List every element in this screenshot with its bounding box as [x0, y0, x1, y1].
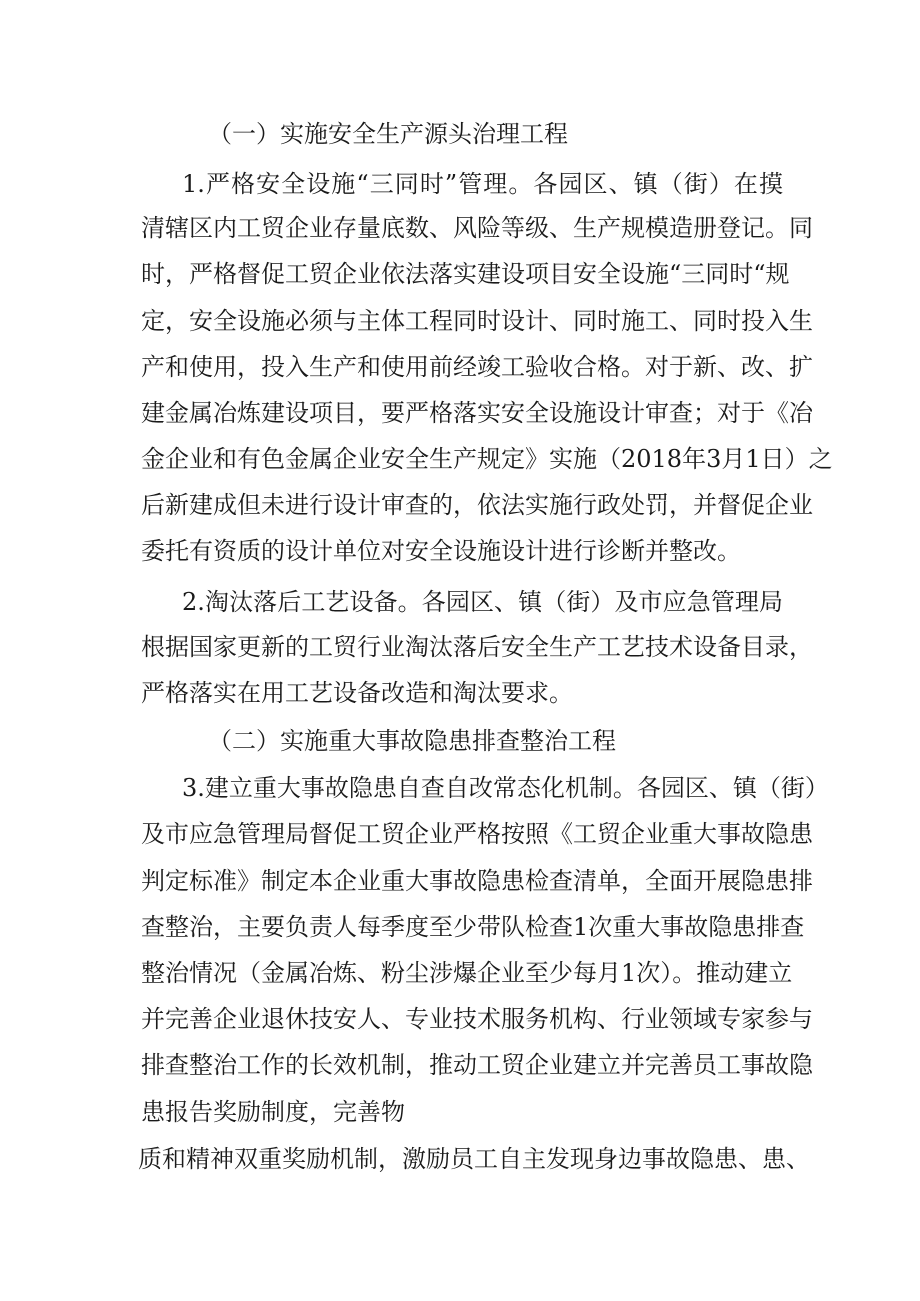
section-heading-1: （一）实施安全生产源头治理工程 [208, 120, 568, 148]
paragraph-line: 定，安全设施必须与主体工程同时设计、同时施工、同时投入生 [141, 307, 813, 335]
paragraph-line: 整治情况（金属冶炼、粉尘涉爆企业至少每月1次）。推动建立 [141, 959, 793, 987]
paragraph-line: 产和使用，投入生产和使用前经竣工验收合格。对于新、改、扩 [141, 353, 813, 381]
paragraph-line: 时，严格督促工贸企业依法落实建设项目安全设施“三同时“规 [141, 260, 790, 288]
paragraph-line: 严格落实在用工艺设备改造和淘汰要求。 [141, 679, 573, 707]
paragraph-line: 判定标准》制定本企业重大事故隐患检查清单，全面开展隐患排 [141, 867, 813, 895]
paragraph-line: 根据国家更新的工贸行业淘汰落后安全生产工艺技术设备目录， [141, 633, 813, 661]
paragraph-line: 建金属冶炼建设项目，要严格落实安全设施设计审查；对于《冶 [141, 399, 813, 427]
paragraph-line: 质和精神双重奖励机制，激励员工自主发现身边事故隐患、患、 [138, 1145, 810, 1173]
paragraph-line: 及市应急管理局督促工贸企业严格按照《工贸企业重大事故隐患 [141, 820, 813, 848]
paragraph-line: 患报告奖励制度，完善物 [141, 1098, 405, 1126]
paragraph-line: 并完善企业退休技安人、专业技术服务机构、行业领域专家参与 [141, 1005, 813, 1033]
paragraph-line: 清辖区内工贸企业存量底数、风险等级、生产规模造册登记。同 [141, 214, 813, 242]
paragraph-line: 委托有资质的设计单位对安全设施设计进行诊断并整改。 [141, 537, 741, 565]
paragraph-line: 3.建立重大事故隐患自查自改常态化机制。各园区、镇（街） [182, 774, 829, 802]
paragraph-line: 1.严格安全设施“三同时”管理。各园区、镇（街）在摸 [182, 170, 783, 198]
paragraph-line: 金企业和有色金属企业安全生产规定》实施（2018年3月1日）之 [141, 445, 833, 473]
paragraph-line: 后新建成但未进行设计审查的，依法实施行政处罚，并督促企业 [141, 491, 813, 519]
paragraph-line: 2.淘汰落后工艺设备。各园区、镇（街）及市应急管理局 [182, 588, 783, 616]
paragraph-line: 查整治，主要负责人每季度至少带队检查1次重大事故隐患排查 [141, 913, 805, 941]
paragraph-line: 排查整治工作的长效机制，推动工贸企业建立并完善员工事故隐 [141, 1051, 813, 1079]
section-heading-2: （二）实施重大事故隐患排查整治工程 [208, 727, 616, 755]
